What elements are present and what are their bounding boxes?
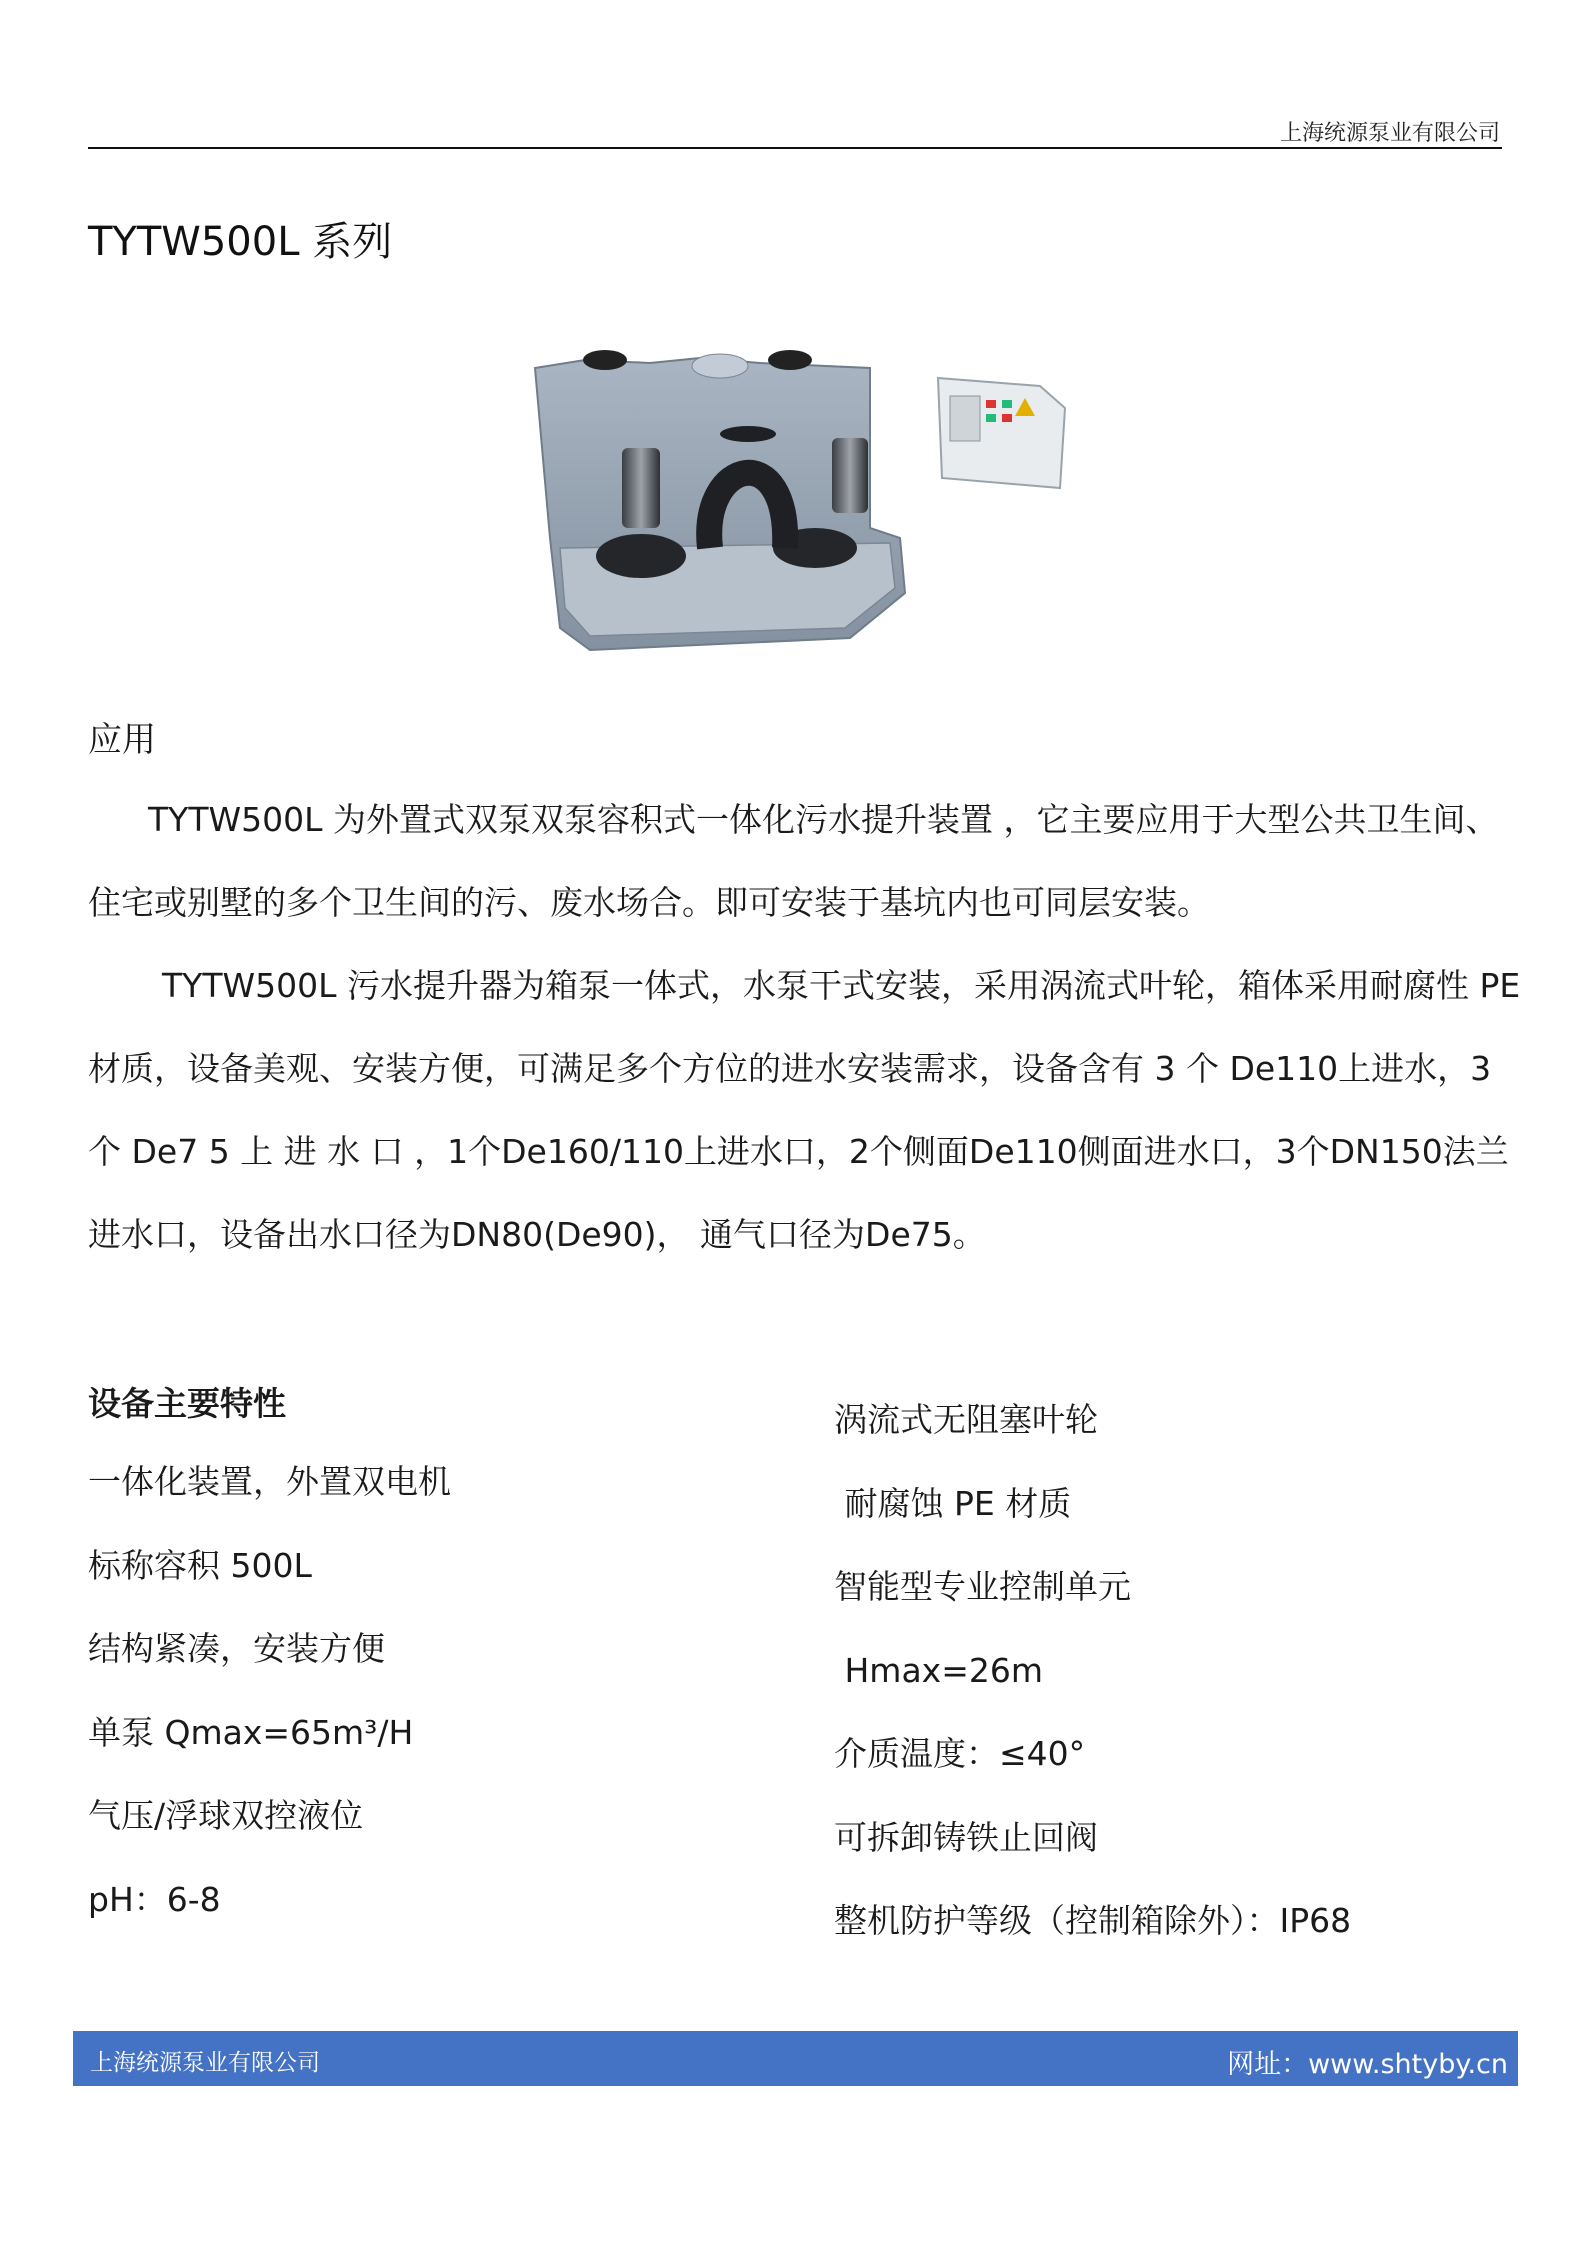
feature-item: 一体化装置，外置双电机: [88, 1462, 451, 1501]
feature-item: 介质温度：≤40°: [834, 1734, 1086, 1773]
features-right-list: [834, 1390, 1351, 1975]
feature-item: 标称容积 500L: [88, 1545, 312, 1585]
header-divider: [88, 147, 1502, 149]
features-heading: 设备主要特性: [88, 1384, 286, 1423]
footer-website: 网址：www.shtyby.cn: [1227, 2049, 1508, 2080]
feature-item: Hmax=26m: [834, 1650, 1043, 1690]
feature-item: 结构紧凑，安装方便: [88, 1629, 385, 1668]
footer-company: 上海统源泵业有限公司: [90, 2050, 320, 2076]
feature-item: 整机防护等级（控制箱除外）：IP68: [834, 1901, 1352, 1940]
feature-item: 涡流式无阻塞叶轮: [834, 1400, 1098, 1439]
application-paragraph-2: TYTW500L 污水提升器为箱泵一体式，水泵干式安装，采用涡流式叶轮，箱体采用耐腐性 PE 材质，设备美观、安装方便，可满足多个方位的进水安装需求，设备含有 3 个 De110上进水，3 个 De7 5 上 进 水 口 ，1个De160/110上进水口，2个侧面De110侧面进水口，3个DN150法兰进水口，设备出水口径为DN80(De90)， 通气口径为De75。: [88, 966, 1521, 1254]
page-title: TYTW500L 系列: [88, 219, 393, 265]
application-paragraph-1: TYTW500L 为外置式双泵双泵容积式一体化污水提升装置 ，它主要应用于大型公共卫生间、住宅或别墅的多个卫生间的污、废水场合。即可安装于基坑内也可同层安装。: [88, 800, 1499, 922]
feature-item: 单泵 Qmax=65m³/H: [88, 1712, 414, 1752]
feature-item: 可拆卸铸铁止回阀: [834, 1817, 1098, 1857]
footer-bar: [73, 2031, 1518, 2086]
features-left-list: [88, 1452, 451, 1953]
feature-item: 耐腐蚀 PE 材质: [834, 1483, 1072, 1523]
feature-item: pH：6-8: [88, 1879, 221, 1919]
feature-item: 气压/浮球双控液位: [88, 1796, 364, 1835]
header-company: 上海统源泵业有限公司: [1279, 121, 1500, 146]
application-heading: 应用: [88, 720, 156, 760]
product-image: [530, 338, 1100, 658]
feature-item: 智能型专业控制单元: [834, 1567, 1131, 1606]
